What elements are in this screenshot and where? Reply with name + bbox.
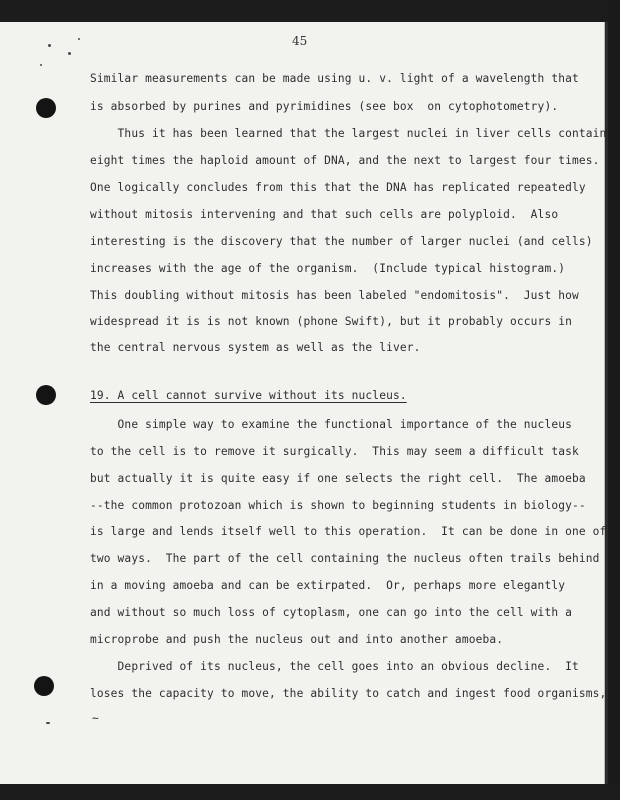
scan-speck: [68, 52, 71, 55]
text-line: Thus it has been learned that the largest nuclei in liver cells contain: [90, 127, 607, 140]
page-number: 45: [292, 34, 308, 48]
binder-hole: [36, 98, 56, 118]
scan-frame-bottom: [0, 784, 620, 800]
text-line: Similar measurements can be made using u. v. light of a wavelength that: [90, 72, 579, 85]
scan-speck: [48, 44, 51, 47]
binder-hole: [34, 676, 54, 696]
scan-frame-right: [608, 0, 620, 800]
text-line: two ways. The part of the cell containing the nucleus often trails behind: [90, 552, 600, 565]
text-line: is large and lends itself well to this operation. It can be done in one of: [90, 525, 607, 538]
text-line: Deprived of its nucleus, the cell goes into an obvious decline. It: [90, 660, 579, 673]
footer-mark: ~: [92, 712, 99, 725]
text-line: to the cell is to remove it surgically. This may seem a difficult task: [90, 445, 579, 458]
text-line: but actually it is quite easy if one selects the right cell. The amoeba: [90, 472, 586, 485]
text-line: and without so much loss of cytoplasm, one can go into the cell with a: [90, 606, 572, 619]
text-line: microprobe and push the nucleus out and into another amoeba.: [90, 633, 504, 646]
text-line: One logically concludes from this that the DNA has replicated repeatedly: [90, 181, 586, 194]
text-line: This doubling without mitosis has been labeled "endomitosis". Just how: [90, 289, 579, 302]
text-line: widespread it is is not known (phone Swift), but it probably occurs in: [90, 315, 572, 328]
text-line: in a moving amoeba and can be extirpated. Or, perhaps more elegantly: [90, 579, 566, 592]
text-line: increases with the age of the organism. (Include typical histogram.): [90, 262, 566, 275]
text-line: interesting is the discovery that the number of larger nuclei (and cells): [90, 235, 593, 248]
text-line: the central nervous system as well as the liver.: [90, 341, 421, 354]
scan-speck: [46, 722, 50, 724]
scan-speck: [40, 64, 42, 66]
text-line: without mitosis intervening and that such cells are polyploid. Also: [90, 208, 559, 221]
text-line: eight times the haploid amount of DNA, and the next to largest four times.: [90, 154, 600, 167]
text-line: --the common protozoan which is shown to beginning students in biology--: [90, 499, 586, 512]
text-line: is absorbed by purines and pyrimidines (see box on cytophotometry).: [90, 100, 559, 113]
scan-speck: [78, 38, 80, 40]
scan-frame-top: [0, 0, 620, 22]
text-line: loses the capacity to move, the ability to catch and ingest food organisms,: [90, 687, 607, 700]
binder-hole: [36, 385, 56, 405]
section-heading: 19. A cell cannot survive without its nucleus.: [90, 389, 407, 402]
text-line: One simple way to examine the functional importance of the nucleus: [90, 418, 572, 431]
